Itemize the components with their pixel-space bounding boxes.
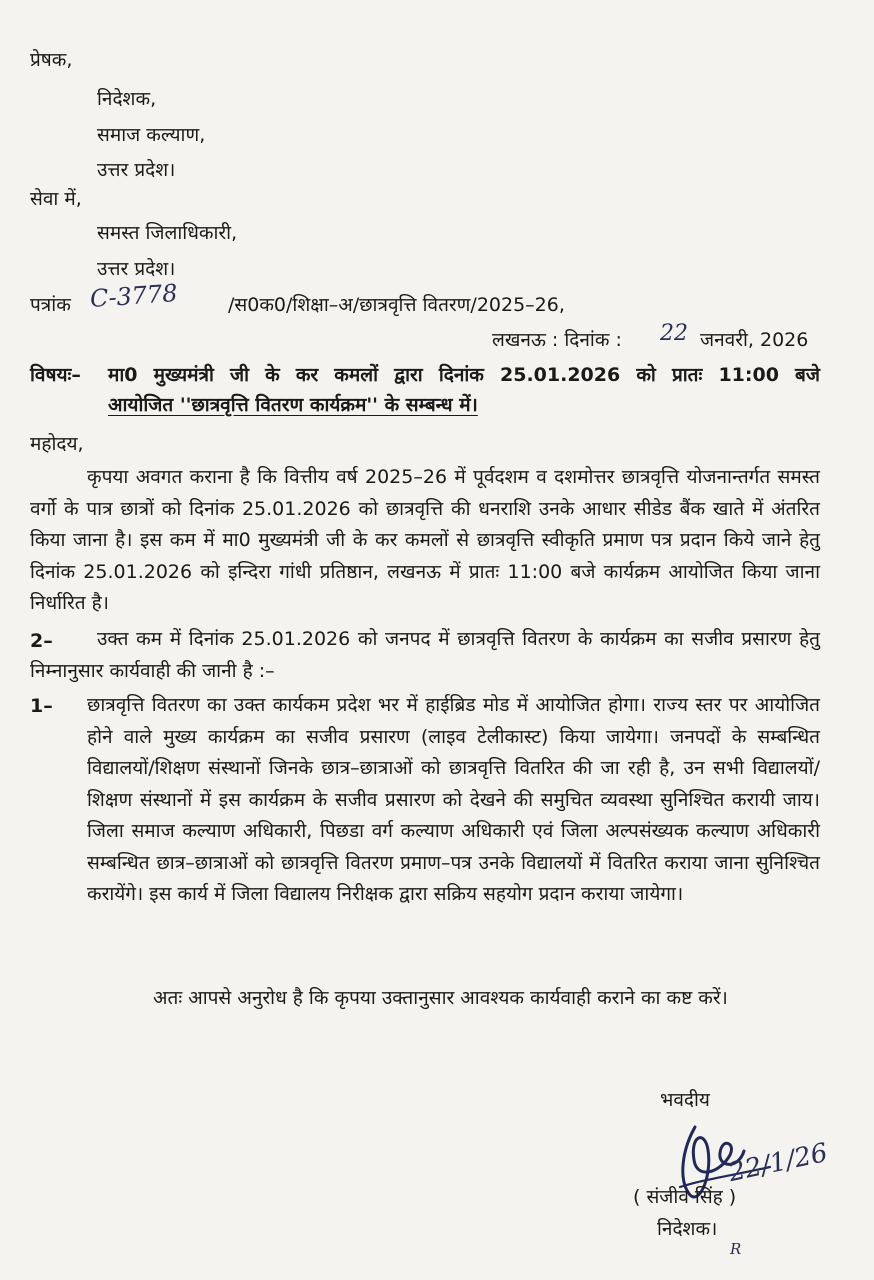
paragraph-1: कृपया अवगत कराना है कि वित्तीय वर्ष 2025–26 में पूर्वदशम व दशमोत्तर छात्रवृत्ति योजनान्तर्गत समस्त वर्गो के पात्र छात्रों को दिनांक 25.01.2026 को छात्रवृत्ति की धनराशि उनके आधार सीडेड बैंक खाते में अंतरित किया जाना है। इस कम में मा0 मुख्यमंत्री जी के कर कमलों से छात्रवृत्ति स्वीकृति प्रमाण पत्र प्रदान किये जाने हेतु दिनांक 25.01.2026 को इन्दिरा गांधी प्रतिष्ठान, लखनऊ में प्रातः 11:00 बजे कार्यक्रम आयोजित किया जाना निर्धारित है।: [30, 466, 820, 614]
point-1-number: 1–: [30, 695, 53, 717]
sender-line-designation: निदेशक,: [97, 88, 157, 110]
handwritten-initial: R: [730, 1240, 742, 1258]
yours-faithfully: भवदीय: [660, 1089, 710, 1111]
recipient-line-state: उत्तर प्रदेश।: [97, 258, 176, 280]
paragraph-2-text: उक्त कम में दिनांक 25.01.2026 को जनपद में छात्रवृत्ति वितरण के कार्यक्रम का सजीव प्रसारण हेतु निम्नानुसार कार्यवाही की जानी है :–: [30, 628, 820, 682]
point-1-text: छात्रवृत्ति वितरण का उक्त कार्यकम प्रदेश भर में हाईब्रिड मोड में आयोजित होगा। राज्य स्तर पर आयोजित होने वाले मुख्य कार्यक्रम का सजीव प्रसारण (लाइव टेलीकास्ट) किया जायेगा। जनपदों के सम्बन्धित विद्यालयों/शिक्षण संस्थानों जिनके छात्र–छात्राओं को छात्रवृत्ति वितरित की जा रही है, उन सभी विद्यालयों/शिक्षण संस्थानों में इस कार्यक्रम के सजीव प्रसारण को देखने की समुचित व्यवस्था सुनिश्चित करायी जाय। जिला समाज कल्याण अधिकारी, पिछडा वर्ग कल्याण अधिकारी एवं जिला अल्पसंख्यक कल्याण अधिकारी सम्बन्धित छात्र–छात्राओं को छात्रवृत्ति वितरण प्रमाण–पत्र उनके विद्यालयों में वितरित कराया जाना सुनिश्चित करायेंगे। इस कार्य में जिला विद्यालय निरीक्षक द्वारा सक्रिय सहयोग प्रदान कराया जायेगा।: [87, 694, 820, 905]
sender-line-department: समाज कल्याण,: [97, 124, 206, 146]
subject-line-1: मा0 मुख्यमंत्री जी के कर कमलों द्वारा दिनांक 25.01.2026 को प्रातः 11:00 बजे: [108, 364, 820, 386]
reference-suffix: /स0क0/शिक्षा–अ/छात्रवृत्ति वितरण/2025–26,: [228, 294, 565, 316]
date-suffix: जनवरी, 2026: [700, 329, 809, 351]
date-prefix: लखनऊ : दिनांक :: [492, 329, 622, 351]
signature-handwritten-date: 22/1/26: [725, 1137, 831, 1189]
recipient-label: सेवा में,: [30, 188, 82, 210]
signatory-designation: निदेशक।: [657, 1218, 718, 1240]
salutation: महोदय,: [30, 433, 84, 455]
subject-label: विषयः–: [30, 364, 81, 386]
paragraph-2-number: 2–: [30, 630, 53, 652]
closing-request: अतः आपसे अनुरोध है कि कृपया उक्तानुसार आवश्यक कार्यवाही कराने का कष्ट करें।: [153, 987, 728, 1009]
date-handwritten-day: 22: [660, 321, 688, 346]
subject-line-2: आयोजित ''छात्रवृत्ति वितरण कार्यक्रम'' के सम्बन्ध में।: [108, 394, 478, 416]
signatory-name: ( संजीव सिंह ): [633, 1186, 737, 1208]
reference-handwritten-number: C-3778: [89, 278, 179, 314]
sender-label: प्रेषक,: [30, 49, 73, 71]
recipient-line-officers: समस्त जिलाधिकारी,: [97, 222, 238, 244]
reference-label: पत्रांक: [30, 294, 71, 316]
sender-line-state: उत्तर प्रदेश।: [97, 159, 176, 181]
